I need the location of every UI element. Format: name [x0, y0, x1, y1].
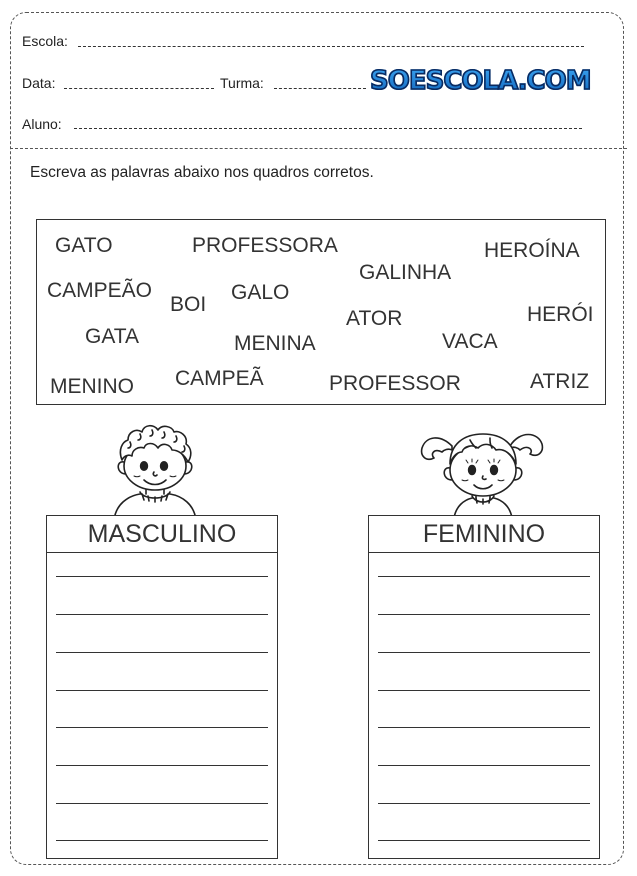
masculine-title: MASCULINO — [47, 516, 277, 553]
write-line[interactable] — [56, 803, 268, 804]
girl-illustration — [420, 422, 544, 518]
write-line[interactable] — [56, 765, 268, 766]
write-line[interactable] — [56, 727, 268, 728]
school-write-line[interactable] — [78, 46, 584, 47]
student-label: Aluno: — [22, 116, 62, 132]
word-item: VACA — [442, 330, 498, 353]
date-write-line[interactable] — [64, 88, 214, 89]
feminine-lines — [369, 552, 599, 858]
site-logo: SOESCOLA.COM — [370, 66, 591, 96]
word-item: HEROÍNA — [484, 239, 580, 262]
student-field — [22, 115, 62, 133]
word-bank — [36, 219, 606, 405]
class-write-line[interactable] — [274, 88, 366, 89]
word-item: PROFESSOR — [329, 372, 461, 395]
date-label: Data: — [22, 75, 56, 91]
write-line[interactable] — [378, 576, 590, 577]
write-line[interactable] — [378, 765, 590, 766]
class-field — [220, 74, 264, 92]
date-field — [22, 74, 55, 92]
word-item: BOI — [170, 293, 207, 316]
instruction-text: Escreva as palavras abaixo nos quadros corretos. — [30, 164, 374, 181]
school-field — [22, 32, 68, 50]
write-line[interactable] — [378, 840, 590, 841]
write-line[interactable] — [378, 690, 590, 691]
write-line[interactable] — [56, 690, 268, 691]
feminine-box — [368, 515, 600, 859]
masculine-lines — [47, 552, 277, 858]
school-label: Escola: — [22, 33, 68, 49]
write-line[interactable] — [378, 727, 590, 728]
write-line[interactable] — [56, 614, 268, 615]
write-line[interactable] — [56, 576, 268, 577]
write-line[interactable] — [378, 803, 590, 804]
write-line[interactable] — [56, 652, 268, 653]
word-item: GALO — [231, 281, 290, 304]
word-item: CAMPEÃ — [175, 367, 264, 390]
word-item: ATOR — [346, 307, 403, 330]
word-item: GALINHA — [359, 261, 452, 284]
word-item: GATO — [55, 234, 113, 257]
header-divider — [10, 148, 627, 149]
write-line[interactable] — [378, 652, 590, 653]
write-line[interactable] — [378, 614, 590, 615]
student-write-line[interactable] — [74, 128, 582, 129]
write-line[interactable] — [56, 840, 268, 841]
word-item: PROFESSORA — [192, 234, 338, 257]
feminine-title: FEMININO — [369, 516, 599, 553]
word-item: MENINO — [50, 375, 134, 398]
word-item: ATRIZ — [530, 370, 590, 393]
word-item: MENINA — [234, 332, 316, 355]
boy-illustration — [100, 420, 210, 520]
word-item: CAMPEÃO — [47, 279, 153, 302]
class-label: Turma: — [220, 75, 264, 91]
word-item: HERÓI — [527, 303, 594, 326]
masculine-box — [46, 515, 278, 859]
word-item: GATA — [85, 325, 140, 348]
